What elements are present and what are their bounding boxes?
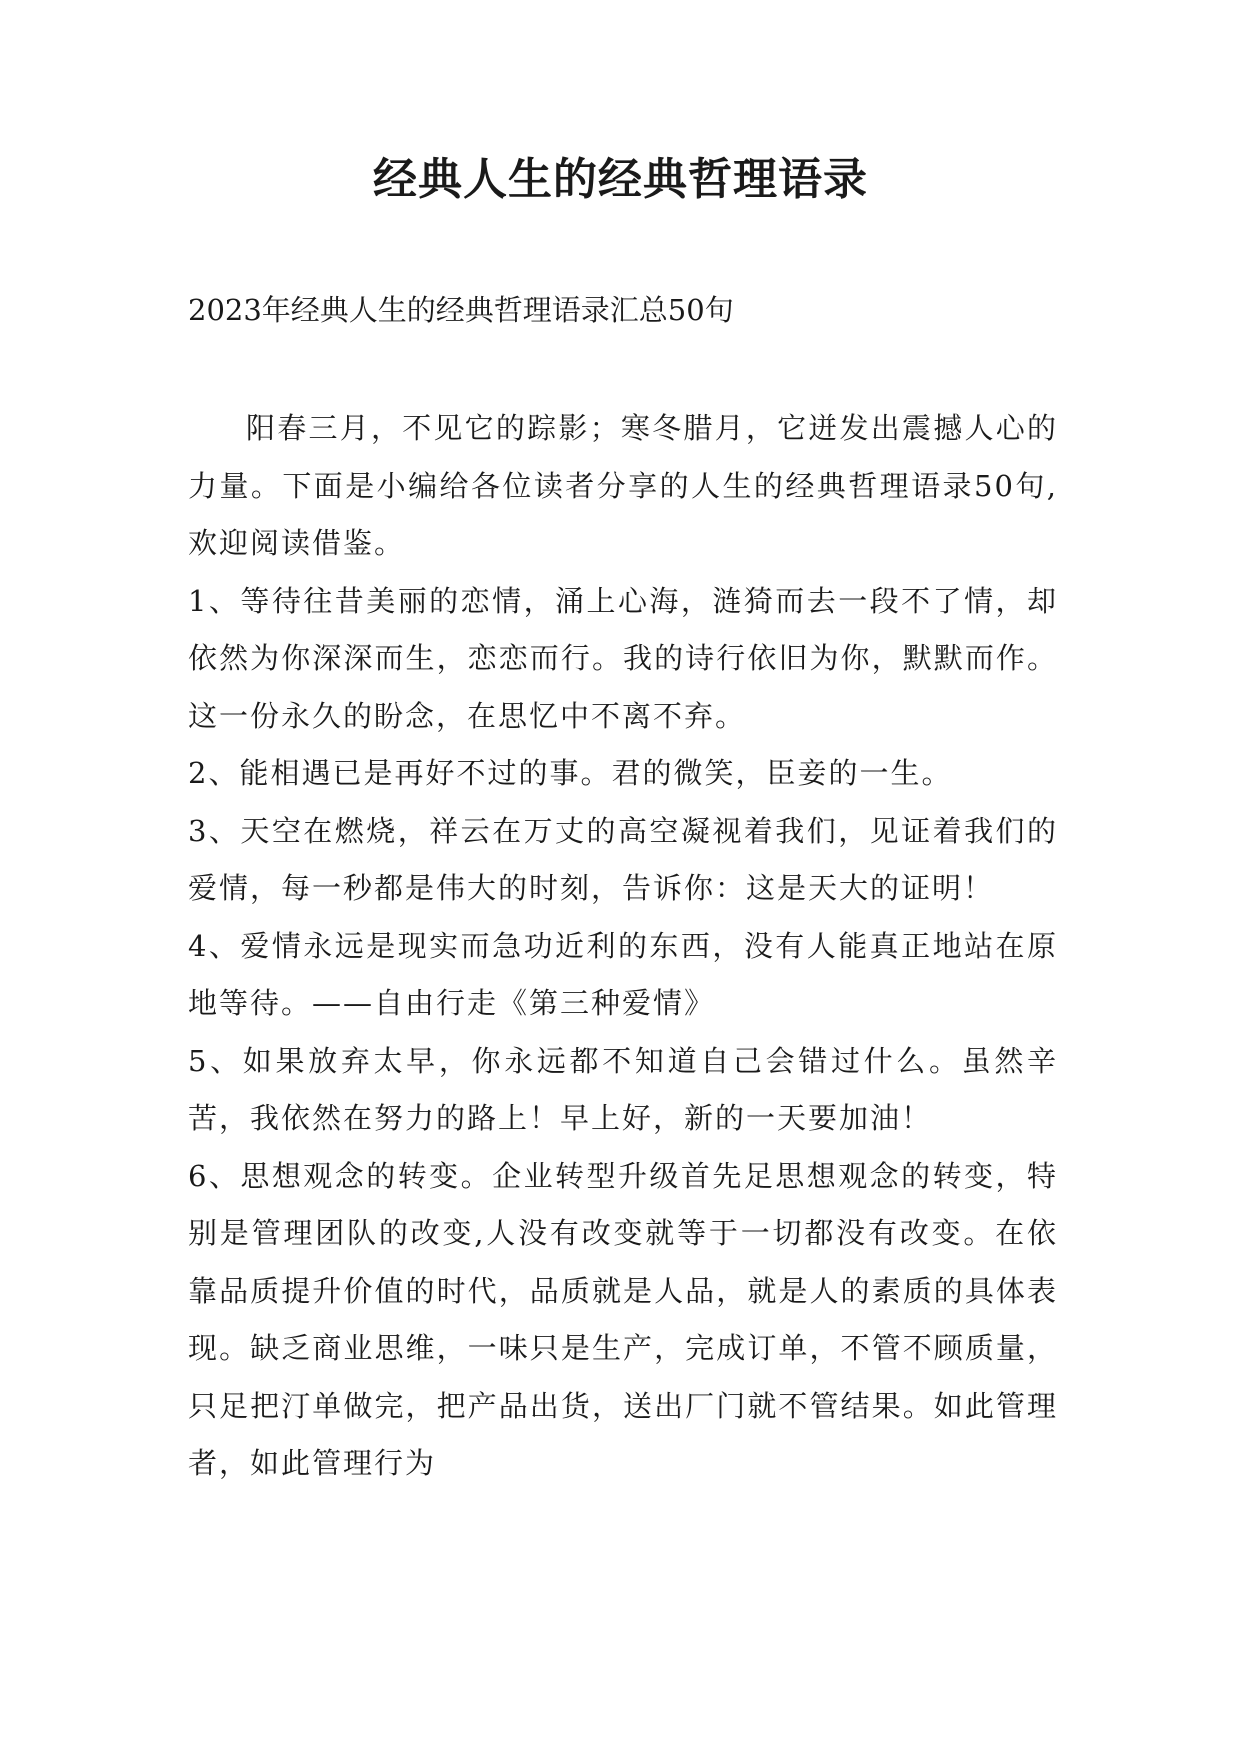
quote-item-1: 1、等待往昔美丽的恋情，涌上心海，涟猗而去一段不了情，却依然为你深深而生，恋恋而行。我的诗行依旧为你，默默而作。这一份永久的盼念，在思忆中不离不弃。 bbox=[188, 583, 1058, 733]
quote-item-2: 2、能相遇已是再好不过的事。君的微笑，臣妾的一生。 bbox=[188, 756, 953, 790]
quote-item-4: 4、爱情永远是现实而急功近利的东西，没有人能真正地站在原地等待。——自由行走《第三种爱情》 bbox=[188, 928, 1058, 1020]
quote-item-5: 5、如果放弃太早，你永远都不知道自己会错过什么。虽然辛苦，我依然在努力的路上！早上好，新的一天要加油！ bbox=[188, 1043, 1058, 1135]
document-title: 经典人生的经典哲理语录 bbox=[373, 154, 868, 205]
document-body bbox=[188, 400, 1058, 1493]
quote-item-6: 6、思想观念的转变。企业转型升级首先足思想观念的转变，特别是管理团队的改变,人没有改变就等于一切都没有改变。在依靠品质提升价值的时代，品质就是人品，就是人的素质的具体表现。缺乏商业思维，一味只是生产，完成订单，不管不顾质量，只足把汀单做完，把产品出货，送出厂门就不管结果。如此管理者，如此管理行为 bbox=[188, 1158, 1058, 1480]
document-subtitle: 2023年经典人生的经典哲理语录汇总50句 bbox=[188, 293, 734, 327]
intro-paragraph: 阳春三月，不见它的踪影；寒冬腊月，它迸发出震撼人心的力量。下面是小编给各位读者分享的人生的经典哲理语录50句,欢迎阅读借鉴。 bbox=[188, 411, 1058, 560]
quote-item-3: 3、天空在燃烧，祥云在万丈的高空凝视着我们，见证着我们的爱情，每一秒都是伟大的时刻，告诉你：这是天大的证明！ bbox=[188, 813, 1058, 905]
